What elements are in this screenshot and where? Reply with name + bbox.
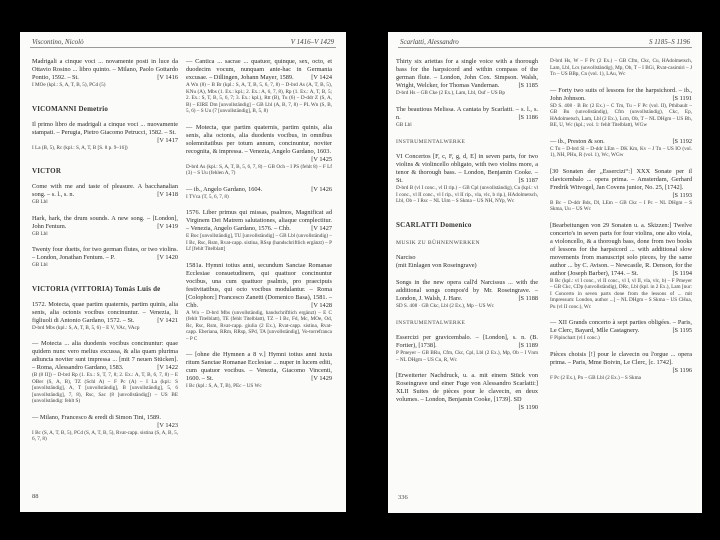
rism-siglum: [V 1427 bbox=[311, 225, 332, 232]
library-holdings: B Bc (kpl.: vl I conc., vl II conc., vl I, vl II, vla, vlc, b) – F Pmeyer – GB Ckc, CDp (unvollständig), DRc, Lbl (kpl. in 2 Ex.), Lam [nur: I Concerto in seven parts done from the lessons of ... mit Impressum: London, author ...] – NL DHgm – S Skma – US CHua, Pu (vl II conc.), Wc bbox=[550, 277, 692, 310]
catalog-entry bbox=[550, 168, 692, 213]
catalog-entry bbox=[32, 215, 178, 238]
entry-text: 1581a. Hymni totius anni, secundum Sanctae Romanae Ecclesiae consuetudinem, qui quattuor concinuntur vocibus, una cum quattuor psalmis, pro praecipuis festivitatibus, qui octo vocibus modulantur. – Roma [Colophon:] Francesco Zanetti (Domenico Basa), 1581. – Chb. bbox=[186, 261, 332, 309]
entry-text: Pièces choisis [!] pour le clavecin ou l'orgue ... opera prima. – Paris, Mme Boivin, Le Clerc, [c. 1742]. bbox=[550, 350, 692, 366]
library-holdings: D-brd B (vl I conc., vl II rip.) – GB Cpl (unvollständig), Cu (kpl.: vl I conc., vl II conc., vl I rip., vl II rip., vla, vlc, b rip.), HAdolmetsch, Lbl, Ob – I Rsc – NL Uim – S Skma – US NH, NYp, Wc bbox=[396, 185, 538, 204]
catalog-entry bbox=[396, 334, 538, 363]
library-holdings: GB Lbl bbox=[32, 262, 48, 268]
rism-siglum: [S 1195 bbox=[672, 327, 692, 334]
entry-description bbox=[32, 301, 178, 325]
entry-text: — Motecta, que partim quaternis, partim quinis, alia senis, alia octonis, alia duodenis vocibus, in omnibus solemnitatibus per totum annum, concinuntur, noviter recognita, & impressa. – Venezia, Angelo Gardano, 1603. bbox=[186, 123, 332, 155]
library-holdings: (B (8 II]) – D-brd Rp (1. Ex.: S, T, 7, 8; 2. Ex.: A, T, B, 6, 7, 8) – E OBer (S, A, B), TZ (Schl A) – F Pc (A) – I La (kpl.: S [unvollständig], A, T [unvollständig], B [unvollständig], 5, 6 [unvollständig], 7, 8), Rsc, Sac (8 [unvollständig]) – US BE (unvollständig: fehlt S) bbox=[32, 372, 178, 404]
rism-siglum: [S 1188 bbox=[518, 294, 538, 302]
catalog-entry bbox=[186, 58, 332, 115]
work-title-block bbox=[396, 254, 538, 270]
entry-description bbox=[186, 351, 332, 383]
catalog-entry bbox=[186, 351, 332, 390]
rism-siglum: [S 1196 bbox=[672, 366, 692, 374]
section-heading: VICTOR bbox=[32, 167, 62, 175]
rism-siglum: [S 1187 bbox=[518, 177, 538, 184]
rism-siglum: [S 1190 bbox=[518, 404, 538, 411]
rism-siglum: [S 1185 bbox=[518, 82, 538, 89]
catalog-entry bbox=[32, 246, 178, 269]
entry-description bbox=[186, 123, 332, 163]
entry-text: Thirty six ariettas for a single voice with a thorough bass for the harpsicord and within compass of the german flute. – London, John Cox. Simpson. Walsh, Wright, Welcker, for Thomas Vandernan. bbox=[396, 58, 538, 89]
rism-siglum: [V 1418 bbox=[157, 191, 178, 198]
library-holdings: D-brd As (kpl.: S, A, T, B, 5, 6, 7, 8) – GB Och – I PS (fehlt 8) – F Lf (3) – S Uu (fehlen A, 7) bbox=[186, 163, 332, 176]
rism-siglum: [V 1416 bbox=[157, 74, 178, 81]
library-holdings: GB Lbl bbox=[32, 230, 48, 237]
work-title-line: (mit Einlagen von Roseingrave) bbox=[396, 261, 477, 269]
library-holdings: D-brd Hs, W – F Pc (2 Ex.) – GB Cfm, Ckc, Cu, HAdolmetsch, Lam, Lbl, Lcs (unvollständig), Mp, Ob, T – I BGi, Rvat-casimiri – J Tn – US BBp, Cn (vol. 1), LAu, Wc bbox=[550, 58, 692, 77]
entry-text: Come with me and taste of pleasure. A bacchanalian song. – s. l., s. n. bbox=[32, 183, 178, 198]
catalog-entry bbox=[396, 58, 538, 97]
entry-description bbox=[550, 319, 692, 335]
rism-siglum: [V 1422 bbox=[157, 364, 178, 371]
rism-siglum: [S 1186 bbox=[518, 113, 538, 121]
entry-text: Hark, hark, the drum sounds. A new song. – [London], John Fentum. bbox=[32, 214, 178, 230]
entry-description bbox=[396, 372, 538, 411]
entry-text: [30 Sonaten der „Essercizi“:] XXX Sonate per il clavicembalo ... opera prima. – Amsterdam, Gerhard Fredrik Witvogel, Jan Covens junior, No. 25, [1742]. bbox=[550, 167, 692, 191]
entry-description bbox=[396, 279, 538, 303]
subsection-heading: MUSIK ZU BÜHNENWERKEN bbox=[396, 239, 480, 246]
entry-description bbox=[396, 58, 538, 90]
rism-siglum: [V 1425 bbox=[311, 155, 332, 163]
rism-siglum: [S 1194 bbox=[672, 269, 692, 277]
rism-siglum: [V 1417 bbox=[157, 136, 178, 144]
rism-siglum: [S 1193 bbox=[672, 191, 692, 199]
entry-description bbox=[32, 58, 178, 82]
entry-text: Madrigali a cinque voci ... novamente posti in luce da Ottavio Rosino ... libro quinto. – Milano, Paolo Gottardo Pontio, 1592. – St. bbox=[32, 58, 178, 81]
library-holdings: D-brd Mbs (kpl.: S, A, T, B, 5, 6) – E V, VAc, VAcp bbox=[32, 324, 140, 331]
catalog-entry bbox=[186, 262, 332, 343]
entry-description bbox=[396, 106, 538, 122]
catalog-entry bbox=[550, 222, 692, 311]
catalog-entry bbox=[186, 124, 332, 177]
rism-siglum: [V 1424 bbox=[311, 74, 332, 81]
catalog-entry bbox=[550, 351, 692, 382]
subsection-heading: INSTRUMENTALWERKE bbox=[396, 139, 466, 145]
catalog-entry bbox=[32, 121, 178, 152]
library-holdings: A Wn – D-brd Mbs (unvollständig, handschriftlich ergänzt) – E C (fehlt Titelblatt), TE (fehlt Titelblatt), TZ – I Bc, Fd, Mc, MOe, Od, Rc, Rsc, Rsm, Rvat-capp. giulia (2 Ex.), Rvat-capp. sistina, Rvat-capp. Eberiana, RRm, RRsp, SPd, TA [unvollständig], Vo-torrefranca – P C bbox=[186, 309, 332, 342]
library-holdings: I La (B, 5), Rc (kpl.: S, A, T, B [S. 8 p. 9–16]) bbox=[32, 144, 128, 151]
library-holdings: I TVca (T, 5, 6, 7, 8) bbox=[186, 193, 229, 200]
rism-siglum: [V 1423 bbox=[157, 421, 178, 429]
entry-text: 1576. Liber primus qui missas, psalmos, Magnificat ad Virginem Dei Matrem salutationes, aliaque complectitur. – Venezia, Angelo Gardano, 1576. – Chb. bbox=[186, 209, 332, 232]
catalog-entry bbox=[396, 279, 538, 310]
section-heading: VICTORIA (VITTORIA) Tomás Luis de bbox=[32, 284, 161, 293]
entry-description bbox=[550, 222, 692, 278]
entry-description bbox=[186, 262, 332, 310]
library-holdings: SD S. 408 · B Bc (2 Ex.) – C Tm, Tu – F Pc (vol. II), Pthibault – GB Bu (unvollständig), Cfm (unvollständig), Ckc, Ep, HAdolmetsch, Lam, Lbl (2 Ex.), Lcm, Ob, T – NL DHgm – US Bh, BE, U, Wc (kpl.; vol. 1: fehlt Titelblatt), WGw bbox=[550, 102, 692, 128]
header-rule bbox=[398, 47, 692, 48]
library-holdings: E Boc [unvollständig], TU [unvollständig] – GB Lbl (unvollständig) – I Bc, Rsc, Rsm, Rvat-capp. sistina, RSsp (handschriftlich ergänzt) – P Lf [fehlt Titelblatt] bbox=[186, 233, 333, 252]
catalog-entry bbox=[550, 138, 692, 159]
entry-description bbox=[32, 215, 178, 231]
catalog-entry bbox=[32, 301, 178, 332]
catalog-entry bbox=[32, 58, 178, 89]
entry-text: — Motecta ... alia duodenis vocibus concinuntur: quae quidem nunc vero melius excussa, & alia quam plurima adiuncta noviter sunt impressa ... [mit 7 neuen Stücken]. – Roma, Alessandro Gardano, 1583. bbox=[32, 340, 178, 371]
library-holdings: P Pmeyer – GB BRu, Cfm, Ckc, Cpl, Lbl (2 Ex.), Mp, Ob – I Vnm – NL DHgm – US Cu, R, Wc bbox=[396, 350, 538, 363]
library-holdings: F Pipinchart (vl I conc.) bbox=[550, 335, 600, 341]
entry-text: — [ohne die Hymnen a 8 v.] Hymni totius anni iuxta ritum Sanctae Romanae Ecclesiae ... nuper in lucem editi, cum quatuor vocibus. – Venezia, Giacomo Vincenti, 1600. – St. bbox=[186, 351, 332, 382]
rism-siglum: [S 1189 bbox=[518, 342, 538, 349]
catalog-entry bbox=[550, 87, 692, 129]
page-number: 336 bbox=[398, 494, 408, 501]
rism-siglum: [V 1420 bbox=[157, 254, 178, 261]
rism-siglum: [S 1192 bbox=[672, 137, 692, 145]
entry-text: — Milano, Francesco & eredi di Simon Tini, 1589. bbox=[32, 413, 161, 421]
entry-text: [Erweiterter Nachdruck, u. a. mit einem Stück von Roseingrave und einer Fuge von Alessandro Scarlatti:] XLII Suites de pièces pour le clavecin, en deux volumes. – London, Benjamin Cooke, [1739]. SD bbox=[396, 372, 538, 403]
rism-siglum: [V 1426 bbox=[311, 185, 332, 193]
library-holdings: I Bc (S, A, T, B, 5), PCd (S, A, T, B, 5), Rvat-capp. sistina (S, A, B, 5, 6, 7, 8) bbox=[32, 429, 178, 442]
running-header-range: V 1416–V 1429 bbox=[290, 38, 334, 46]
entry-text: — ib., Angelo Gardano, 1604. bbox=[186, 185, 263, 193]
text-column-left bbox=[32, 58, 178, 452]
text-column-left bbox=[396, 58, 538, 413]
catalog-entry bbox=[396, 372, 538, 411]
rism-siglum: [V 1421 bbox=[157, 316, 178, 324]
library-holdings: GB Lbl bbox=[396, 121, 412, 128]
text-column-right bbox=[186, 58, 332, 399]
entry-description bbox=[186, 209, 332, 233]
entry-text: [Bearbeitungen von 29 Sonaten u. a. Skizzen:] Twelve concerto's in seven parts for four violins, one alto viola, a violoncello, & a thorough bass, done from two books of lessons for the harpsicord ... with additional slow movements from manuscript solo pieces, by the same author ... by C. Avison. – Newcastle, R. Denson, for the author (Joseph Barber), 1744. – St. bbox=[550, 221, 692, 277]
subsection-heading: INSTRUMENTALWERKE bbox=[396, 320, 466, 326]
catalog-entry bbox=[396, 153, 538, 205]
entry-description bbox=[396, 334, 538, 350]
entry-description bbox=[186, 58, 332, 82]
entry-text: — XII Grands concerto à sept parties obligées. – Paris, Le Clerc, Bayard, Mlle Castagnery. bbox=[550, 319, 692, 334]
library-holdings: GB Lbl bbox=[32, 199, 48, 205]
running-header-left: Scarlatti, Alessandro bbox=[400, 38, 459, 46]
section-heading: SCARLATTI Domenico bbox=[396, 220, 472, 229]
rism-siglum: [V 1419 bbox=[157, 222, 178, 230]
entry-description bbox=[186, 186, 332, 194]
library-holdings: I Bc (kpl.: S, A, T, B), PEc – US Wc bbox=[186, 383, 262, 389]
entry-text: The beautious Melissa. A cantata by Scarlatti. – s. l., s. n. bbox=[396, 105, 538, 121]
library-holdings: D-brd Hs – GB Cke (2 Ex.), Lam, Lbl, Ouf – US Bp bbox=[396, 90, 505, 96]
catalog-entry bbox=[32, 183, 178, 206]
library-holdings: I MOe (kpl.: S, A, T, B, 5), PCd (5) bbox=[32, 82, 106, 88]
entry-text: Songs in the new opera call'd Narcissus ... with the additional songs compos'd by Mr. Roseingrave. – London, J. Walsh, J. Hare. bbox=[396, 278, 538, 302]
library-holdings: B Bc – D-ddr Bds, Dl, LEm – GB Ckc – I Pc – NL DHgm – S Skma, Uu – US Wc bbox=[550, 199, 692, 212]
entry-text: — ib., Preston & son. bbox=[550, 137, 605, 145]
page-number: 88 bbox=[32, 493, 39, 500]
entry-description bbox=[550, 167, 692, 199]
section-heading: VICOMANNI Demetrio bbox=[32, 104, 109, 113]
rism-siglum: [V 1429 bbox=[311, 375, 332, 382]
entry-text: — Cantica ... sacrae ... quatuor, quinque, sex, octo, et duodecim vocum, nunquam ante-hac in Germania excusae. – Dillingen, Johann Mayer, 1589. bbox=[186, 58, 332, 81]
entry-text: — Forty two suits of lessons for the harpsichord. – ib., John Johnson. bbox=[550, 86, 692, 102]
library-holdings: SD S. 408 · GB Ckc, Lbl (2 Ex.), Mp – US Wc bbox=[396, 302, 494, 309]
rism-siglum: [S 1191 bbox=[672, 94, 692, 102]
text-column-right bbox=[550, 58, 692, 390]
entry-description bbox=[550, 350, 692, 374]
catalog-entry bbox=[32, 414, 178, 443]
entry-text: Twenty four duetts, for two german flutes, or two violins. – London, Jonathan Fentum. – P. bbox=[32, 246, 178, 261]
entry-description bbox=[32, 246, 178, 262]
left-page bbox=[20, 32, 346, 512]
header-rule bbox=[30, 47, 336, 48]
library-holdings: A Wn (8) – B Br (kpl.: S, A, T, B, 5, 6, 7, 8) – D-brd As (A, T, B, 5), KNu (A), Mbs (1. Ex.: kpl.; 2. Ex.: A, 6, 7, 8), Rp (1. Ex.: A, T, B, 5; 2. Ex.: S, T, B, 5, 6, 7; 3. Ex.: kpl.), Rtt (B), Tu (6) – D-ddr Z (S, A, B) – EIRE Dm [unvollständig] – GB Lbl (A, B, 7, 8) – PL Wn (S, B, 5, 6) – S Uu (7 [unvollständig], B, 5, 8) bbox=[186, 82, 332, 114]
entry-text: VI Concertos [F, c, F, g, d, E] in seven parts, for two violins & violincello obligato, with two violins more, a tenor & thorough bass. – London, Benjamin Cooke. – St. bbox=[396, 153, 538, 184]
entry-description bbox=[32, 120, 178, 144]
entry-text: 1572. Motecta, quae partim quaternis, partim quinis, alia senis, alia octonis vocibus concinuntur. – Venezia, li figliuoli di Antonio Gardano, 1572. – St. bbox=[32, 300, 178, 324]
running-header-range: S 1185–S 1196 bbox=[649, 38, 690, 46]
entry-description bbox=[396, 153, 538, 185]
library-holdings: C Tu – D-brd Sl – D-ddr LEm – DK Km, Kv – J Tn – US IO (vol. 1), NH, PHu, R (vol. 1), Wc, WGw bbox=[550, 145, 692, 158]
catalog-entry bbox=[550, 58, 692, 78]
catalog-entry bbox=[396, 106, 538, 129]
library-holdings: F Pc (2 Ex.), Pn – GB Lbl (2 Ex.) – S Skma bbox=[550, 374, 641, 381]
work-title-line: Narciso bbox=[396, 253, 416, 261]
entry-description bbox=[32, 413, 178, 429]
entry-description bbox=[32, 183, 178, 199]
entry-description bbox=[550, 87, 692, 103]
entry-text: Essercizi per gravicembalo. – [London], s. n. (B. Fortier), [1738]. bbox=[396, 334, 538, 349]
running-header-left: Viscontino, Nicolò bbox=[32, 38, 84, 46]
catalog-entry bbox=[186, 186, 332, 201]
catalog-entry bbox=[186, 209, 332, 253]
entry-description bbox=[32, 340, 178, 372]
right-page bbox=[388, 32, 702, 513]
catalog-entry bbox=[550, 319, 692, 342]
entry-text: Il primo libro de madrigali a cinque voci ... nuovamente stampati. – Perugia, Pietro Giacomo Petrucci, 1582. – St. bbox=[32, 120, 178, 136]
rism-siglum: [V 1428 bbox=[311, 301, 332, 309]
entry-description bbox=[550, 138, 692, 146]
catalog-entry bbox=[32, 340, 178, 405]
